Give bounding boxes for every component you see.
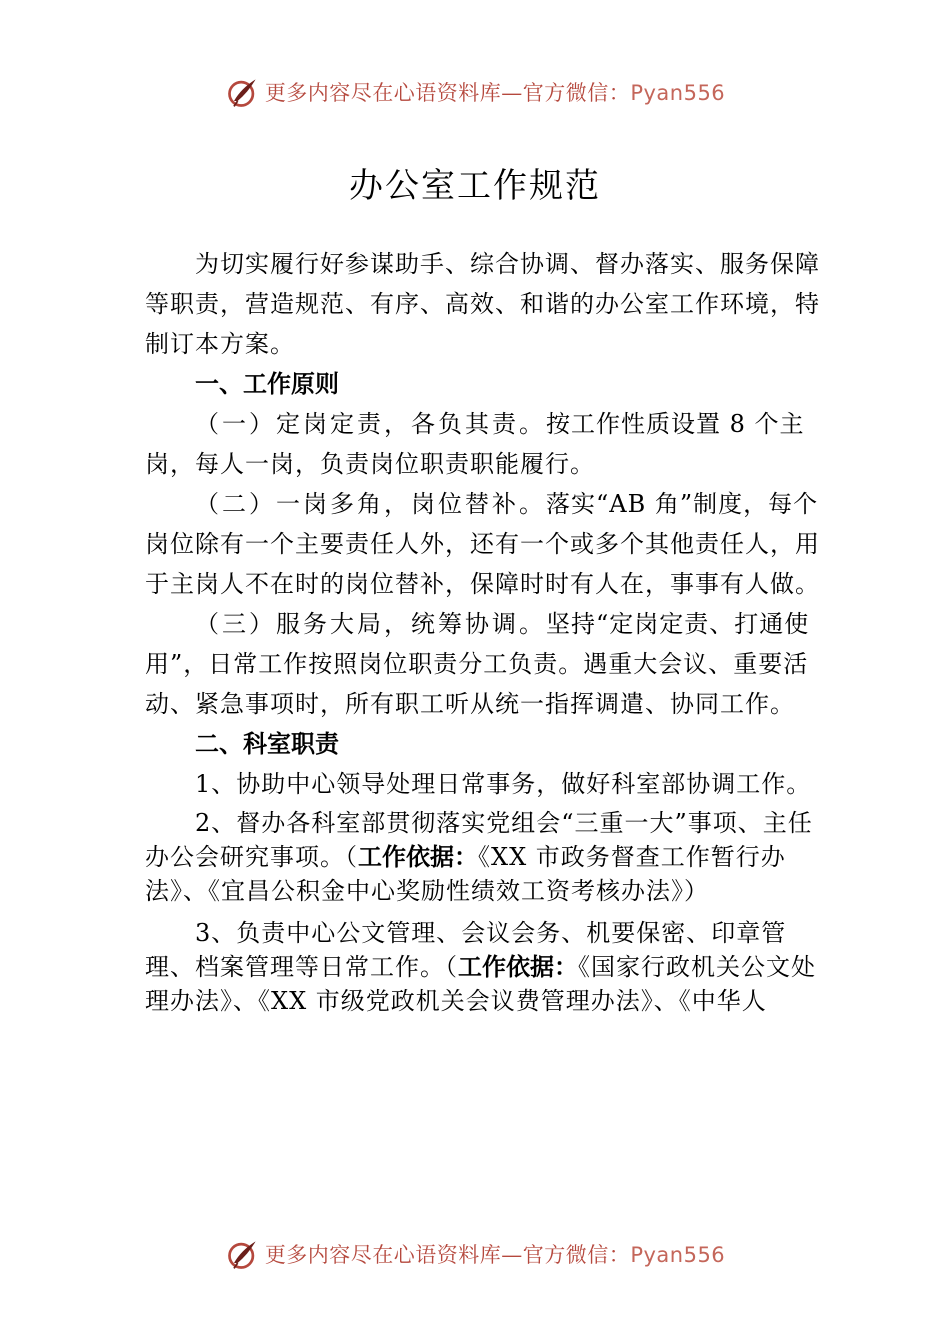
principle-paragraph (145, 484, 835, 604)
section-heading: 一、工作原则 (195, 370, 339, 398)
principle-lead: （二）一岗多角，岗位替补。 (195, 490, 546, 518)
principle-lead: （三）服务大局，统筹协调。 (195, 610, 546, 638)
watermark-text: 更多内容尽在心语资料库—官方微信：Pyan556 (264, 81, 726, 105)
basis-label: 工作依据： (358, 843, 478, 871)
intro-paragraph: 为切实履行好参谋助手、综合协调、督办落实、服务保障等职责，营造规范、有序、高效、和谐的办公室工作环境，特制订本方案。 (145, 250, 820, 358)
document-title: 办公室工作规范 (349, 166, 601, 206)
duty-paragraph (145, 916, 835, 1018)
principle-paragraph (145, 604, 835, 724)
duty-paragraph: 1、协助中心领导处理日常事务，做好科室部协调工作。 (195, 770, 812, 798)
principle-text: 落实“AB 角”制度，每个岗位除有一个主要责任人外，还有一个或多个其他责任人，用于主岗人不在时的岗位替补，保障时时有人在，事事有人做。 (145, 490, 820, 598)
principle-lead: （一）定岗定责，各负其责。 (195, 410, 546, 438)
principle-paragraph (145, 404, 835, 484)
footer-watermark (0, 1234, 950, 1274)
principle-text: 坚持“定岗定责、打通使用”，日常工作按照岗位职责分工负责。遇重大会议、重要活动、紧急事项时，所有职工听从统一指挥调遣、协同工作。 (145, 610, 810, 718)
basis-label: 工作依据： (458, 953, 578, 981)
duty-paragraph (145, 806, 835, 908)
principle-text: 按工作性质设置 8 个主岗，每人一岗，负责岗位职责职能履行。 (145, 410, 805, 478)
document-body (145, 244, 835, 1018)
duty-text: 3、负责中心公文管理、会议会务、机要保密、印章管理、档案管理等日常工作。（ (145, 919, 787, 981)
quill-pen-logo-icon (225, 1236, 261, 1272)
section-heading: 二、科室职责 (195, 730, 339, 758)
quill-pen-logo-icon (225, 74, 261, 110)
header-watermark (0, 72, 950, 112)
basis-text: 《国家行政机关公文处理办法》、《XX 市级党政机关会议费管理办法》、《中华人 (145, 953, 816, 1015)
watermark-text: 更多内容尽在心语资料库—官方微信：Pyan556 (264, 1243, 726, 1267)
basis-text: 《XX 市政务督查工作暂行办法》、《宜昌公积金中心奖励性绩效工资考核办法》） (145, 843, 786, 905)
duty-text: 2、督办各科室部贯彻落实党组会“三重一大”事项、主任办公会研究事项。（ (145, 809, 813, 871)
